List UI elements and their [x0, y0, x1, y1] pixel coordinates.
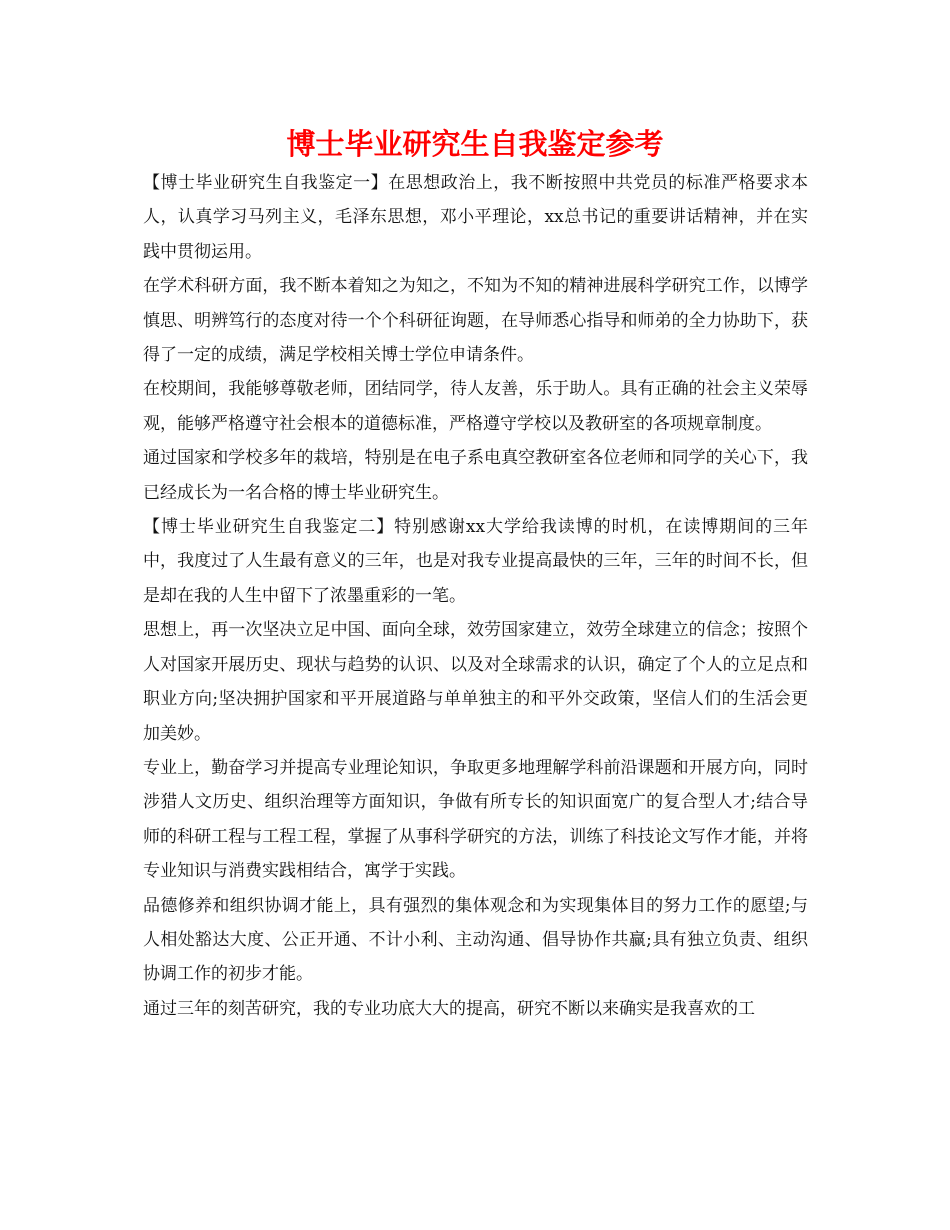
paragraph-4: 通过国家和学校多年的栽培，特别是在电子系电真空教研室各位老师和同学的关心下，我已经成长为一名合格的博士毕业研究生。 [143, 448, 808, 503]
paragraph-2: 在学术科研方面，我不断本着知之为知之，不知为不知的精神进展科学研究工作，以博学慎思、明辨笃行的态度对待一个个科研征询题，在导师悉心指导和师弟的全力协助下，获得了一定的成绩，满足学校相关博士学位申请条件。 [143, 276, 808, 366]
document-body [143, 166, 808, 1026]
paragraph-6: 思想上，再一次坚决立足中国、面向全球，效劳国家建立，效劳全球建立的信念；按照个人对国家开展历史、现状与趋势的认识、以及对全球需求的认识，确定了个人的立足点和职业方向;坚决拥护国家和平开展道路与单单独主的和平外交政策，坚信人们的生活会更加美妙。 [143, 620, 808, 744]
paragraph-1: 【博士毕业研究生自我鉴定一】在思想政治上，我不断按照中共党员的标准严格要求本人，认真学习马列主义，毛泽东思想，邓小平理论，xx总书记的重要讲话精神，并在实践中贯彻运用。 [143, 173, 808, 262]
paragraph-5: 【博士毕业研究生自我鉴定二】特别感谢xx大学给我读博的时机，在读博期间的三年中，我度过了人生最有意义的三年，也是对我专业提高最快的三年，三年的时间不长，但是却在我的人生中留下了浓墨重彩的一笔。 [143, 517, 808, 606]
paragraph-9: 通过三年的刻苦研究，我的专业功底大大的提高，研究不断以来确实是我喜欢的工 [143, 998, 755, 1019]
document-title: 博士毕业研究生自我鉴定参考 [286, 127, 664, 161]
paragraph-8: 品德修养和组织协调才能上，具有强烈的集体观念和为实现集体目的努力工作的愿望;与人相处豁达大度、公正开通、不计小利、主动沟通、倡导协作共赢;具有独立负责、组织协调工作的初步才能。 [143, 895, 808, 985]
paragraph-7: 专业上，勤奋学习并提高专业理论知识，争取更多地理解学科前沿课题和开展方向，同时涉猎人文历史、组织治理等方面知识，争做有所专长的知识面宽广的复合型人才;结合导师的科研工程与工程工程，掌握了从事科学研究的方法，训练了科技论文写作才能，并将专业知识与消费实践相结合，寓学于实践。 [143, 757, 808, 882]
paragraph-3: 在校期间，我能够尊敬老师，团结同学，待人友善，乐于助人。具有正确的社会主义荣辱观，能够严格遵守社会根本的道德标准，严格遵守学校以及教研室的各项规章制度。 [143, 379, 808, 434]
